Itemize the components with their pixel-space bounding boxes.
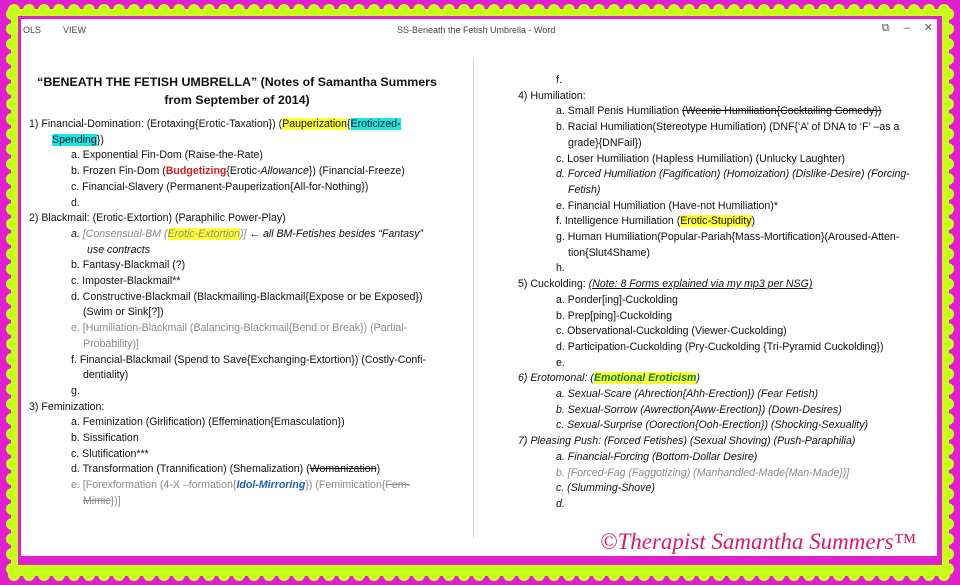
list-item: a. Financial-Forcing (Bottom-Dollar Desire) (556, 450, 758, 463)
list-item: c. Financial-Slavery (Permanent-Pauperization{All-for-Nothing}) (71, 180, 369, 193)
list-item: g. (71, 384, 80, 397)
list-item: grade}{DNFail}) (568, 136, 642, 149)
list-item: b. [Forced-Fag (Faggotizing) (Manhandled-Made{Man-Made})] (556, 466, 850, 479)
page-divider (473, 59, 474, 539)
copyright-watermark: ©Therapist Samantha Summers™ (600, 529, 917, 554)
list-item: c. Imposter-Blackmail** (71, 275, 181, 288)
list-item: c. Sexual-Surprise (Oorection{Ooh-Erection}) (Shocking-Sexuality) (556, 419, 869, 432)
list-item: d. Forced Humiliation (Fagification) (Homoization) (Dislike-Desire) (Forcing- (556, 168, 910, 181)
list-item: tion{Slut4Shame) (568, 246, 650, 259)
list-item: e. [Forexformation (4-X –formation{Idol-Mirroring}) (Femimication{Fem- (71, 479, 411, 492)
list-item: b. Prep[ping]-Cuckolding (556, 309, 673, 322)
list-item: e. Financial Humiliation (Have-not Humiliation)* (556, 199, 778, 212)
list-item: 6) Erotomonal: (Emotional Eroticism) (518, 372, 700, 385)
list-item: dentiality) (83, 369, 129, 382)
list-item: b. Fantasy-Blackmail (?) (71, 259, 186, 272)
right-column (518, 73, 933, 513)
left-column (27, 73, 447, 510)
list-item: 3) Feminization: (29, 400, 105, 413)
list-item: f. Financial-Blackmail (Spend to Save{Exchanging-Extortion}) (Costly-Confi- (71, 353, 427, 366)
list-item: 4) Humiliation: (518, 89, 586, 102)
window-title: SS-Beneath the Fetish Umbrella - Word (397, 25, 556, 35)
list-item: h. (556, 262, 565, 275)
list-item: 7) Pleasing Push: (Forced Fetishes) (Sexual Shoving) (Push-Paraphilia) (518, 435, 856, 448)
list-item: d. Participation-Cuckolding (Pry-Cuckolding {Tri-Pyramid Cuckolding}) (556, 340, 884, 353)
word-window (21, 19, 937, 556)
list-item: f. Intelligence Humiliation (Erotic-Stupidity) (556, 215, 756, 228)
list-item: c. Slutification*** (71, 447, 149, 460)
list-item: b. Frozen Fin-Dom (Budgetizing{Erotic-Allowance}) (Financial-Freeze) (71, 165, 405, 178)
list-item: d. Constructive-Blackmail (Blackmailing-Blackmail{Expose or be Exposed}) (71, 290, 423, 303)
list-item: Probability)] (83, 337, 139, 350)
list-item: Spending}) (52, 133, 104, 146)
list-item: d. (71, 196, 80, 209)
list-item: a. Exponential Fin-Dom (Raise-the-Rate) (71, 149, 263, 162)
list-item: d. (556, 497, 565, 510)
menu-view[interactable]: VIEW (63, 25, 87, 35)
list-item: Mimic})] (83, 494, 121, 507)
list-item: f. (556, 74, 562, 86)
menu-tools[interactable]: OLS (23, 25, 42, 35)
list-item: e. (556, 356, 565, 369)
window-controls (868, 21, 933, 35)
list-item: b. Sexual-Sorrow (Awrection{Aww-Erection}) (Down-Desires) (556, 403, 842, 416)
list-item: a. Ponder[ing]-Cuckolding (556, 293, 678, 306)
list-item: a. [Consensual-BM (Erotic-Extortion)] ← all BM-Fetishes besides “Fantasy” (71, 227, 424, 240)
list-item: c. Loser Humiliation (Hapless Humiliation) (Unlucky Laughter) (556, 152, 846, 165)
list-item: a. Feminization (Girlification) (Effemination{Emasculation}) (71, 416, 345, 429)
list-item: 5) Cuckolding: (Note: 8 Forms explained via my mp3 per NSG) (518, 278, 813, 291)
list-item: c. (Slumming-Shove) (556, 482, 655, 495)
list-item: 1) Financial-Domination: (Erotaxing{Erotic-Taxation}) (Pauperization{Eroticized- (29, 118, 401, 130)
list-item: e. [Humiliation-Blackmail (Balancing-Blackmail{Bend or Break}) (Partial- (71, 322, 408, 335)
list-item: a. Small Penis Humiliation (Weenie Humiliation{Cocktailing Comedy}) (556, 105, 882, 118)
list-item: b. Racial Humiliation(Stereotype Humiliation) (DNF{‘A’ of DNA to ‘F’ –as a (556, 121, 900, 134)
document-title: “BENEATH THE FETISH UMBRELLA” (Notes of Samantha Summers from September of 2014) (37, 75, 437, 107)
list-item: b. Sissification (71, 432, 139, 445)
list-item: (Swim or Sink[?]) (83, 306, 164, 319)
list-item: 2) Blackmail: (Erotic-Extortion) (Paraphilic Power-Play) (29, 212, 286, 225)
list-item: a. Sexual-Scare (Ahrection{Ahh-Erection}) (Fear Fetish) (556, 388, 819, 401)
minimize-icon[interactable]: – (903, 22, 910, 34)
title-bar (21, 19, 937, 41)
close-icon[interactable]: ✕ (923, 22, 933, 34)
restore-icon[interactable]: ⧉ (881, 22, 890, 34)
list-item: use contracts (87, 243, 151, 256)
list-item: g. Human Humiliation(Popular-Pariah{Mass-Mortification}(Aroused-Atten- (556, 231, 900, 244)
list-item: d. Transformation (Trannification) (Shemalization) (Womanization) (71, 463, 381, 476)
list-item: c. Observational-Cuckolding (Viewer-Cuckolding) (556, 325, 787, 338)
list-item: Fetish) (568, 183, 601, 196)
